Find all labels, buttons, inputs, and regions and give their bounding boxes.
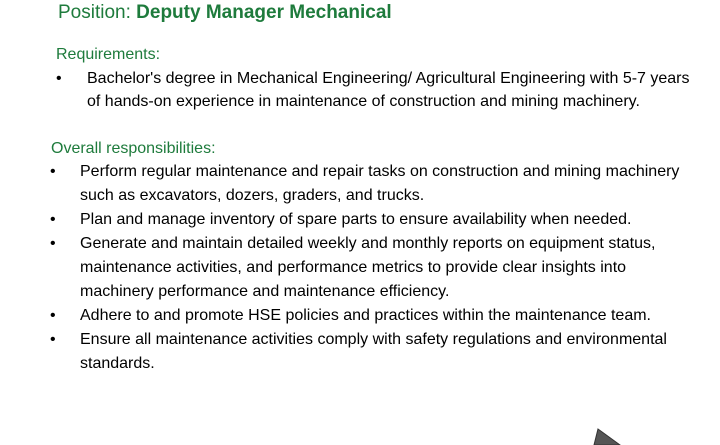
corner-triangle xyxy=(594,429,620,445)
bullet-icon: • xyxy=(50,331,56,348)
position-title: Deputy Manager Mechanical xyxy=(136,2,392,23)
responsibility-item xyxy=(50,160,700,208)
responsibility-text: Generate and maintain detailed weekly and monthly reports on equipment status, maintenance activities, and performance metrics to provide clear insights into machinery performance and maintenance efficiency. xyxy=(80,235,656,300)
responsibility-item xyxy=(50,304,700,328)
responsibility-text: Perform regular maintenance and repair tasks on construction and mining machinery such as excavators, dozers, graders, and trucks. xyxy=(80,163,680,204)
responsibility-item xyxy=(50,232,700,304)
bullet-icon: • xyxy=(56,70,62,87)
bullet-icon: • xyxy=(50,307,56,324)
responsibilities-list xyxy=(50,160,700,376)
responsibilities-heading: Overall responsibilities: xyxy=(51,140,216,157)
responsibility-item xyxy=(50,328,700,376)
bullet-icon: • xyxy=(50,163,56,180)
requirement-item xyxy=(56,67,696,113)
position-line xyxy=(58,1,392,25)
responsibility-text: Plan and manage inventory of spare parts to ensure availability when needed. xyxy=(80,211,632,228)
responsibility-text: Adhere to and promote HSE policies and practices within the maintenance team. xyxy=(80,307,651,324)
responsibility-item xyxy=(50,208,700,232)
responsibility-text: Ensure all maintenance activities comply with safety regulations and environmental standards. xyxy=(80,331,667,372)
requirement-text: Bachelor's degree in Mechanical Engineering/ Agricultural Engineering with 5-7 years of hands-on experience in maintenance of construction and mining machinery. xyxy=(87,70,690,110)
requirements-heading: Requirements: xyxy=(56,46,161,63)
decorative-corner-shape xyxy=(590,415,720,445)
bullet-icon: • xyxy=(50,235,56,252)
bullet-icon: • xyxy=(50,211,56,228)
position-label: Position: xyxy=(58,2,137,23)
requirements-list xyxy=(56,67,696,113)
